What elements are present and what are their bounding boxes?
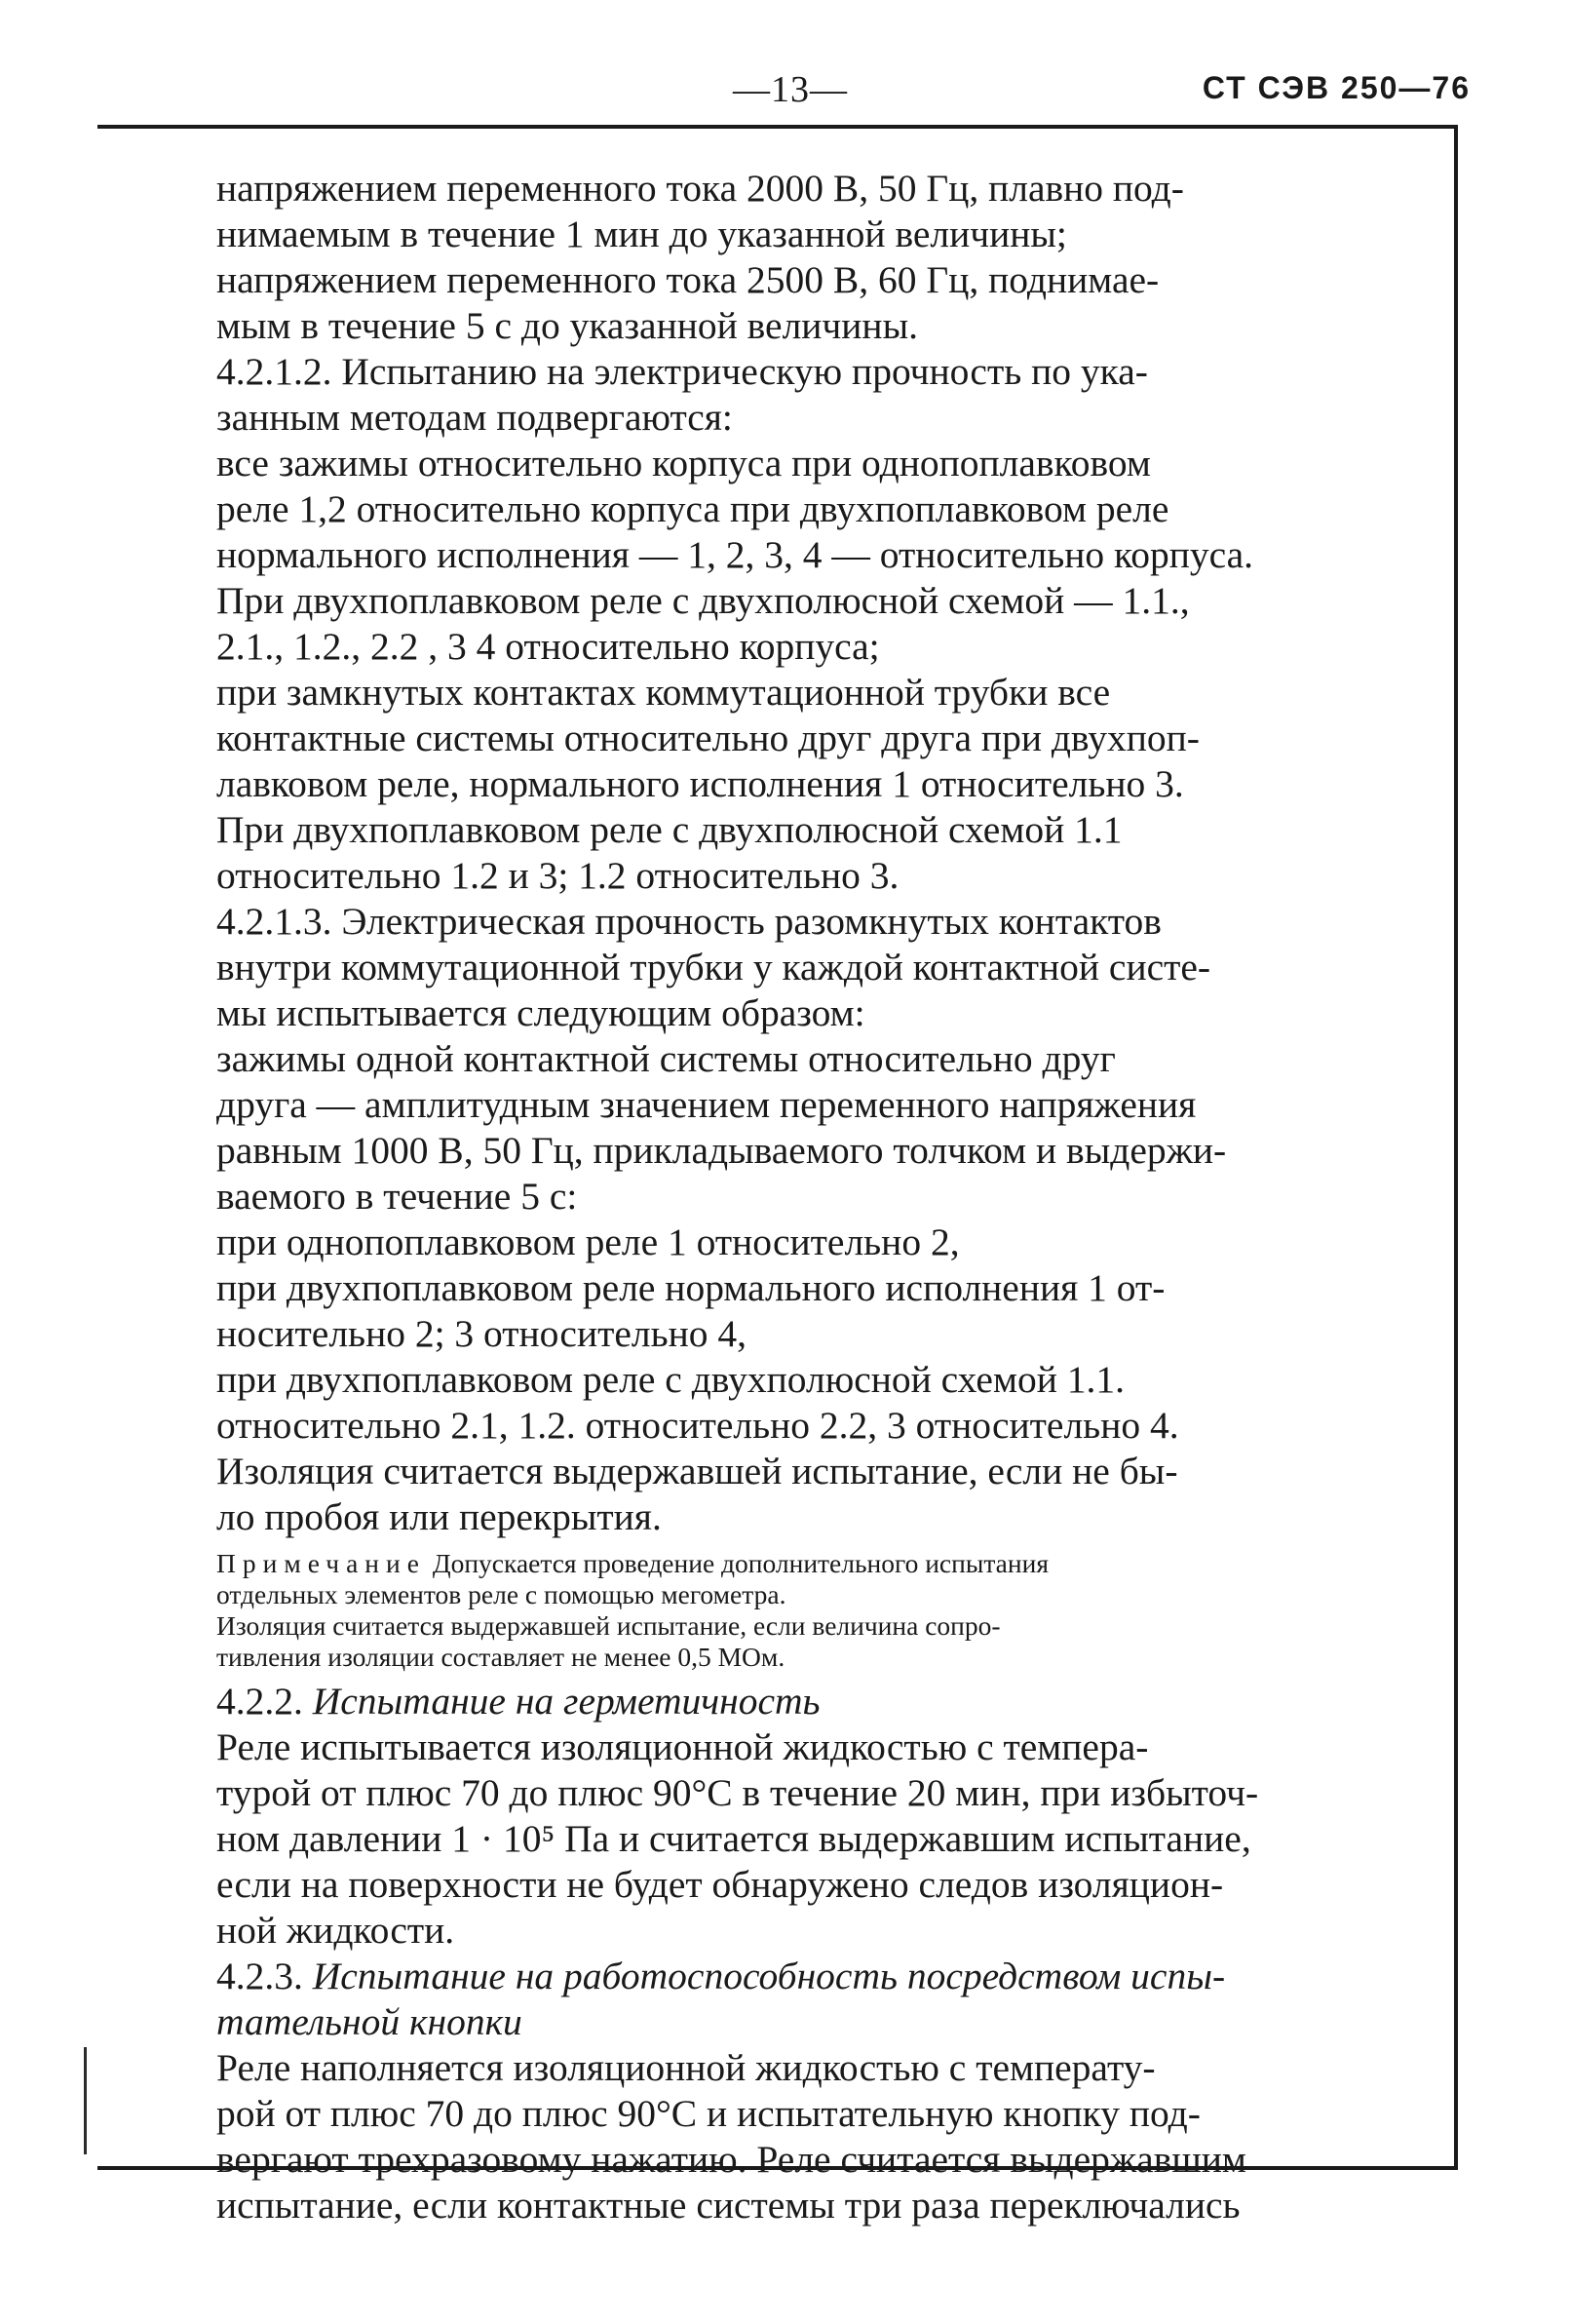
text-line: ной жидкости.: [216, 1909, 455, 1952]
paragraph: [156, 2045, 1418, 2228]
text-line: лавковом реле, нормального исполнения 1 относительно 3.: [216, 762, 1184, 805]
paragraph: [156, 670, 1418, 807]
text-line: носительно 2; 3 относительно 4,: [216, 1312, 747, 1355]
note-line: отдельных элементов реле с помощью мегометра.: [216, 1579, 786, 1609]
note-text: Допускается проведение дополнительного испытания: [432, 1548, 1049, 1578]
note-line: [156, 1548, 1418, 1579]
paragraph: [156, 349, 1418, 441]
text-line: занным методам подвергаются:: [216, 396, 733, 439]
text-line: мым в течение 5 с до указанной величины.: [216, 304, 918, 347]
paragraph: [156, 1036, 1418, 1220]
text-line: ваемого в течение 5 с:: [216, 1175, 578, 1218]
paragraph: [156, 1220, 1418, 1265]
paragraph: [156, 578, 1418, 670]
frame-margin-mark: [84, 2047, 87, 2154]
document-body: [156, 166, 1418, 2228]
text-line: равным 1000 В, 50 Гц, прикладываемого толчком и выдержи-: [216, 1129, 1227, 1172]
section-heading: [156, 1679, 1418, 1724]
text-line: реле 1,2 относительно корпуса при двухпоплавковом реле: [216, 487, 1169, 530]
note-line: Изоляция считается выдержавшей испытание, если величина сопро-: [216, 1610, 1001, 1641]
text-line: все зажимы относительно корпуса при однопоплавковом: [216, 442, 1151, 484]
section-title: Испытание на работоспособность посредством испы-: [312, 1955, 1226, 1997]
text-line: если на поверхности не будет обнаружено следов изоляцион-: [216, 1863, 1224, 1906]
text-line: ном давлении 1 · 10⁵ Па и считается выдержавшим испытание,: [216, 1817, 1251, 1860]
paragraph: [156, 1357, 1418, 1449]
section-number: 4.2.2.: [216, 1680, 303, 1723]
paragraph: [156, 1724, 1418, 1954]
text-line: рой от плюс 70 до плюс 90°С и испытательную кнопку под-: [216, 2092, 1201, 2135]
paragraph: [156, 899, 1418, 1036]
paragraph: [156, 1265, 1418, 1357]
paragraph: [156, 166, 1418, 257]
text-line: друга — амплитудным значением переменного напряжения: [216, 1083, 1197, 1126]
text-line: Изоляция считается выдержавшей испытание, если не бы-: [216, 1450, 1178, 1492]
text-line: относительно 2.1, 1.2. относительно 2.2, 3 относительно 4.: [216, 1404, 1179, 1447]
text-line: Реле испытывается изоляционной жидкостью с темпера-: [216, 1725, 1149, 1768]
text-line: зажимы одной контактной системы относительно друг: [216, 1037, 1116, 1080]
text-line: При двухпоплавковом реле с двухполюсной схемой — 1.1.,: [216, 579, 1190, 622]
note-line: тивления изоляции составляет не менее 0,5 МОм.: [216, 1642, 785, 1672]
section-title: тательной кнопки: [216, 2000, 522, 2043]
text-line: 4.2.1.2. Испытанию на электрическую прочность по ука-: [216, 350, 1148, 393]
section-heading: [156, 1954, 1418, 2045]
note-block: [156, 1548, 1418, 1673]
paragraph: [156, 441, 1418, 578]
text-line: внутри коммутационной трубки у каждой контактной систе-: [216, 946, 1211, 988]
paragraph: [156, 257, 1418, 349]
text-line: Реле наполняется изоляционной жидкостью с температу-: [216, 2046, 1156, 2089]
text-line: при двухпоплавковом реле с двухполюсной схемой 1.1.: [216, 1358, 1125, 1401]
page-header: [0, 68, 1570, 127]
text-line: испытание, если контактные системы три раза переключались: [216, 2184, 1241, 2227]
text-line: относительно 1.2 и 3; 1.2 относительно 3.: [216, 854, 900, 897]
text-line: вергают трехразовому нажатию. Реле считается выдержавшим: [216, 2138, 1246, 2181]
text-line: напряжением переменного тока 2000 В, 50 Гц, плавно под-: [216, 167, 1184, 210]
text-line: при однопоплавковом реле 1 относительно 2,: [216, 1220, 960, 1263]
section-number: 4.2.3.: [216, 1955, 303, 1997]
text-line: контактные системы относительно друг друга при двухпоп-: [216, 717, 1200, 759]
text-line: 4.2.1.3. Электрическая прочность разомкнутых контактов: [216, 900, 1162, 943]
paragraph: [156, 1449, 1418, 1540]
paragraph: [156, 807, 1418, 899]
note-label: Примечание: [216, 1548, 426, 1578]
text-line: нормального исполнения — 1, 2, 3, 4 — относительно корпуса.: [216, 533, 1254, 576]
text-line: при двухпоплавковом реле нормального исполнения 1 от-: [216, 1266, 1166, 1309]
text-line: при замкнутых контактах коммутационной трубки все: [216, 671, 1111, 714]
text-line: мы испытывается следующим образом:: [216, 991, 865, 1034]
section-title: Испытание на герметичность: [312, 1680, 821, 1723]
text-line: 2.1., 1.2., 2.2 , 3 4 относительно корпуса;: [216, 625, 880, 668]
text-line: ло пробоя или перекрытия.: [216, 1495, 662, 1538]
standard-code: СТ СЭВ 250—76: [1202, 70, 1471, 105]
text-line: турой от плюс 70 до плюс 90°С в течение 20 мин, при избыточ-: [216, 1771, 1259, 1814]
text-line: При двухпоплавковом реле с двухполюсной схемой 1.1: [216, 808, 1123, 851]
text-line: нимаемым в течение 1 мин до указанной величины;: [216, 213, 1067, 255]
page-number: —13—: [733, 69, 848, 110]
text-line: напряжением переменного тока 2500 В, 60 Гц, поднимае-: [216, 258, 1160, 301]
